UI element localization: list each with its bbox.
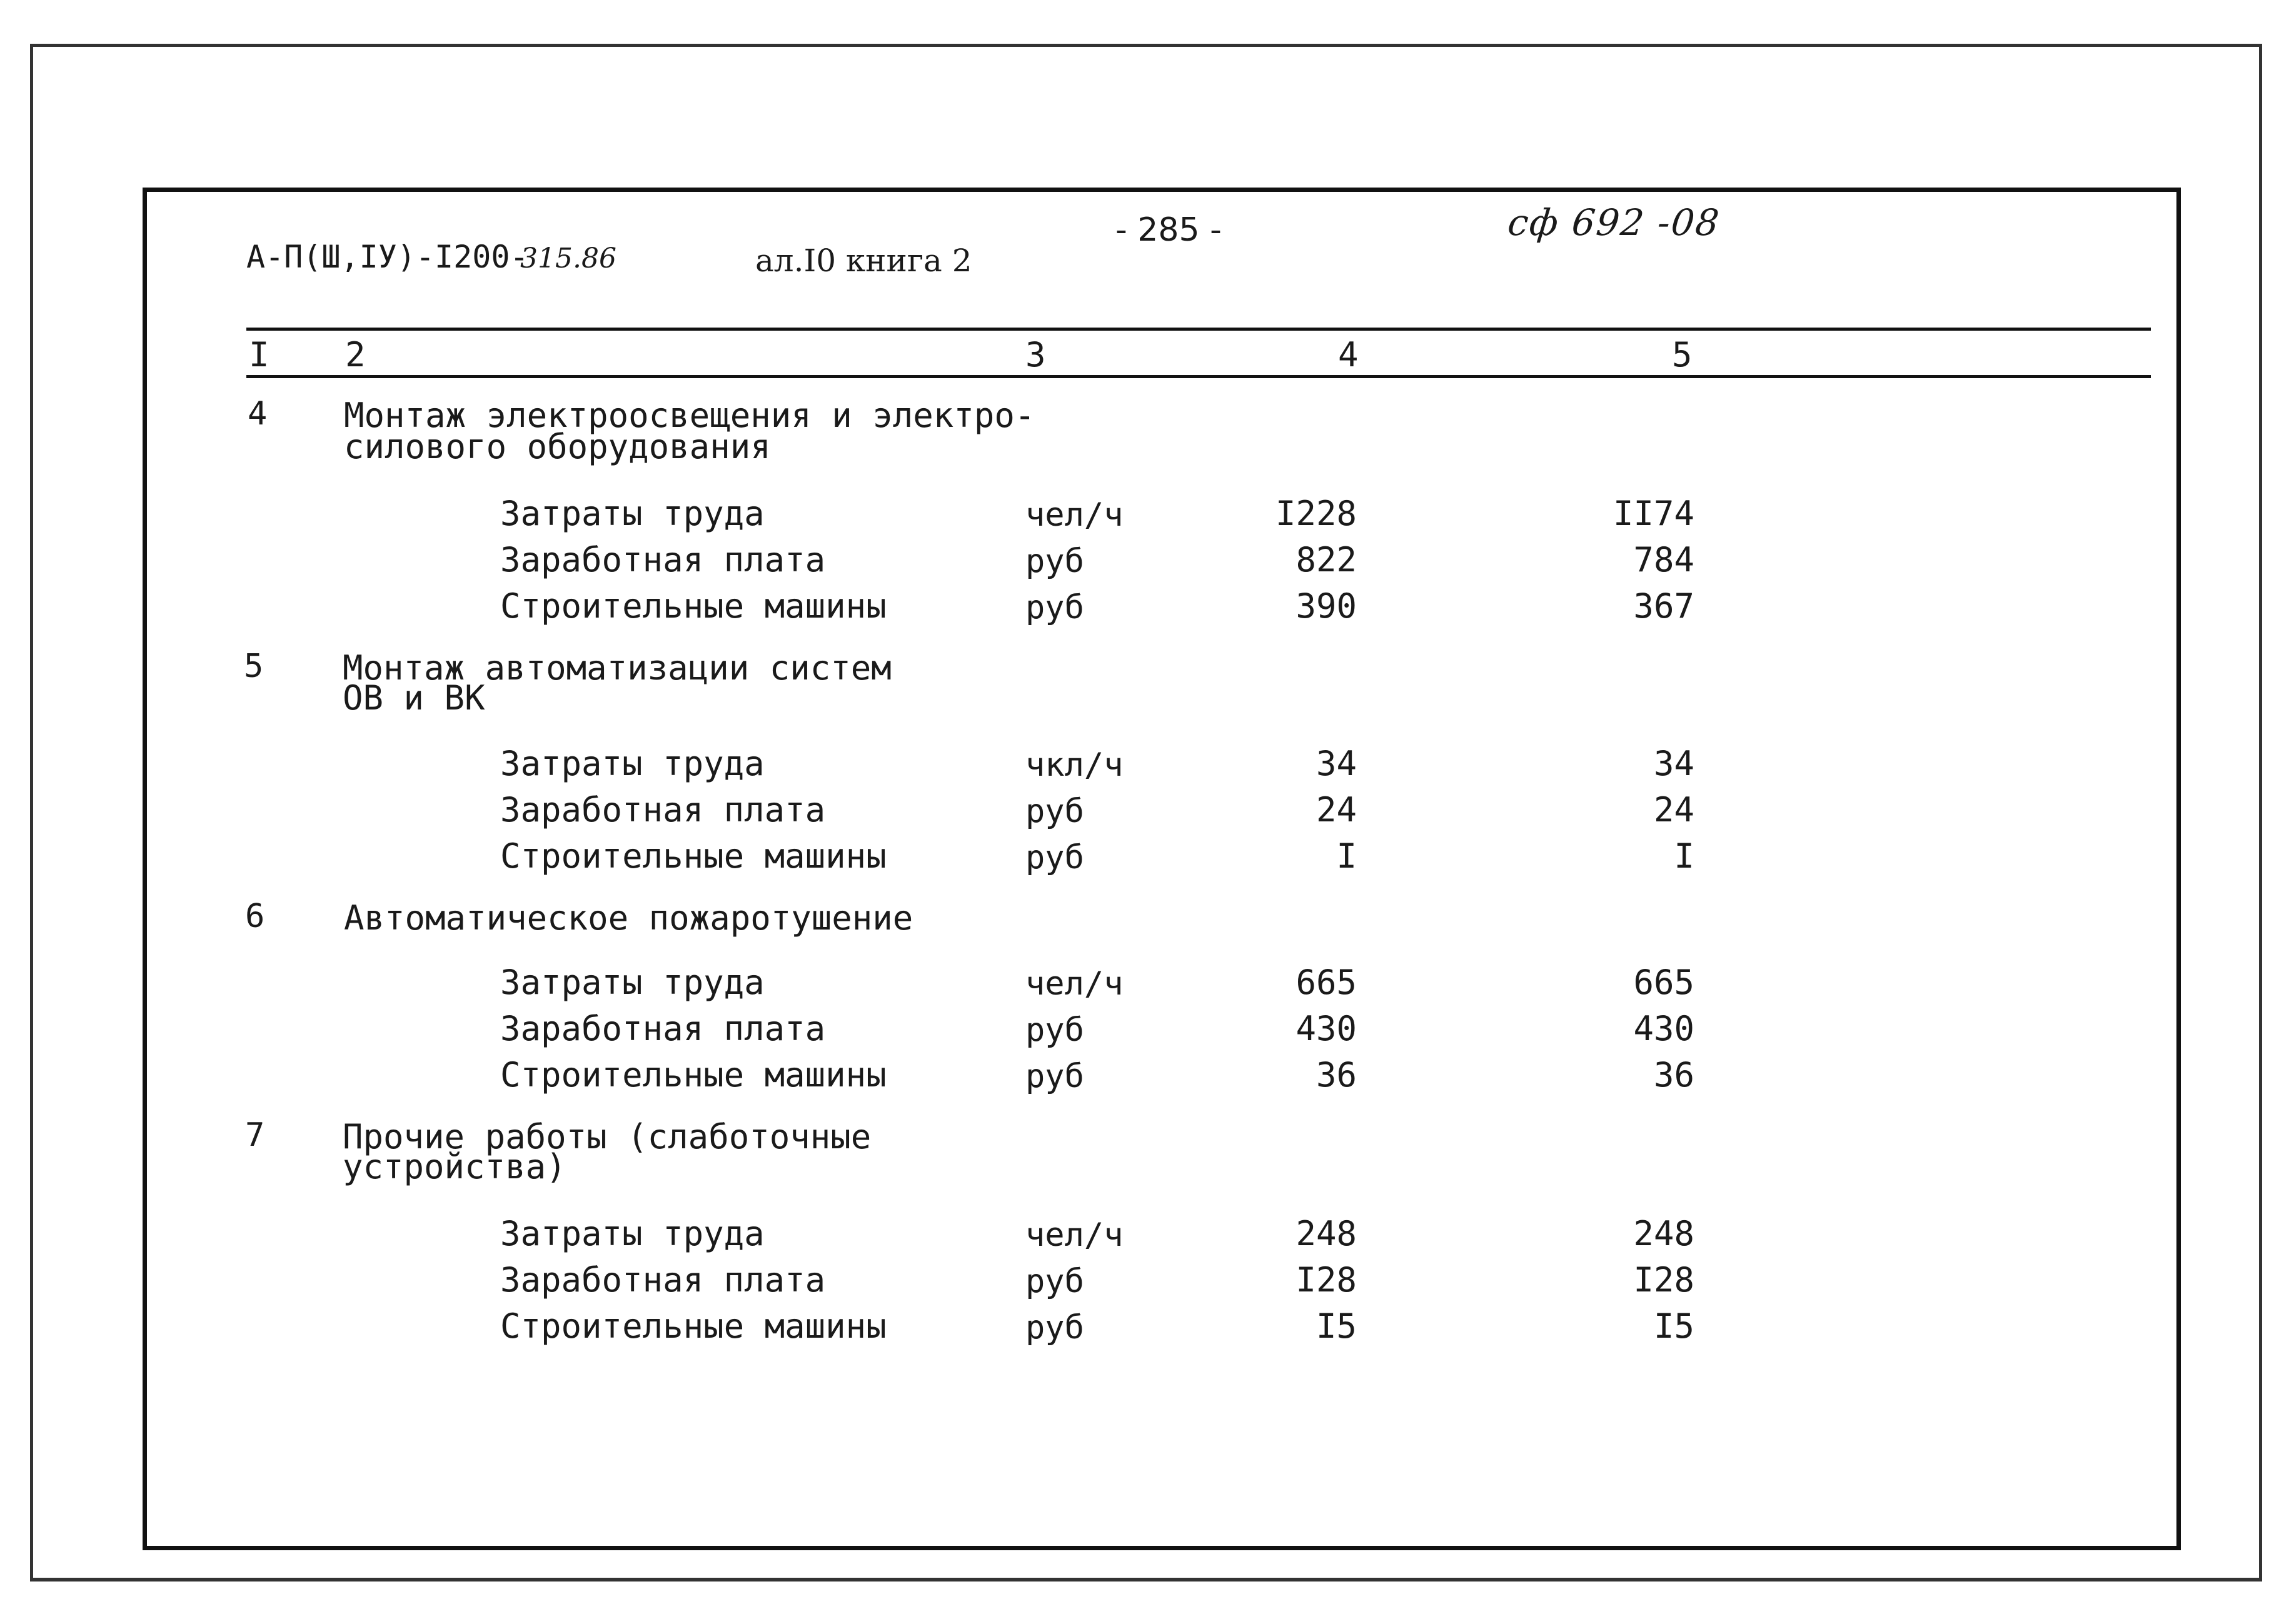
row-value-col5: I28 bbox=[1633, 1260, 1694, 1300]
row-value-col4: I bbox=[1336, 836, 1357, 876]
row-label: Заработная плата bbox=[500, 540, 826, 579]
row-unit: чел/ч bbox=[1025, 1216, 1124, 1254]
row-value-col4: 665 bbox=[1295, 963, 1357, 1002]
row-value-col5: I5 bbox=[1653, 1306, 1694, 1346]
section-title-line: Монтаж электроосвещения и электро- bbox=[344, 396, 1035, 435]
row-value-col5: 665 bbox=[1633, 963, 1694, 1002]
row-value-col4: 822 bbox=[1295, 540, 1357, 579]
row-value-col4: 24 bbox=[1316, 790, 1357, 830]
table-top-rule bbox=[246, 328, 2151, 331]
row-unit: руб bbox=[1025, 1263, 1084, 1300]
section-title-line: ОВ и ВК bbox=[343, 678, 485, 718]
doc-code: А-П(Ш,IУ)-I200- bbox=[246, 239, 529, 275]
column-number-5: 5 bbox=[1672, 335, 1693, 374]
row-unit: руб bbox=[1025, 543, 1084, 580]
section-title-line: силового оборудования bbox=[344, 427, 771, 466]
column-number-1: I bbox=[249, 335, 269, 374]
section-title-line: Прочие работы (слаботочные bbox=[343, 1117, 872, 1156]
section-number: 5 bbox=[244, 648, 264, 685]
doc-code-handwritten: 315.86 bbox=[520, 243, 616, 274]
row-value-col4: I228 bbox=[1275, 494, 1357, 533]
column-number-2: 2 bbox=[345, 335, 366, 374]
column-number-4: 4 bbox=[1338, 335, 1359, 374]
row-value-col5: 784 bbox=[1633, 540, 1694, 579]
row-value-col5: I bbox=[1674, 836, 1694, 876]
row-value-col4: I5 bbox=[1316, 1306, 1357, 1346]
column-number-3: 3 bbox=[1025, 335, 1046, 374]
row-value-col4: 248 bbox=[1295, 1214, 1357, 1253]
row-unit: чел/ч bbox=[1025, 496, 1124, 534]
row-label: Заработная плата bbox=[500, 1009, 826, 1048]
row-label: Затраты труда bbox=[500, 1214, 765, 1253]
row-value-col5: 34 bbox=[1653, 744, 1694, 783]
row-value-col5: 36 bbox=[1653, 1055, 1694, 1095]
section-title-line: Автоматическое пожаротушение bbox=[344, 898, 913, 938]
row-label: Строительные машины bbox=[500, 586, 887, 626]
album-label: ал.I0 книга 2 bbox=[755, 243, 972, 279]
row-value-col4: 390 bbox=[1295, 586, 1357, 626]
row-unit: руб bbox=[1025, 839, 1084, 876]
row-value-col4: I28 bbox=[1295, 1260, 1357, 1300]
row-value-col4: 36 bbox=[1316, 1055, 1357, 1095]
row-unit: руб bbox=[1025, 793, 1084, 830]
section-number: 7 bbox=[245, 1116, 265, 1154]
row-value-col4: 430 bbox=[1295, 1009, 1357, 1048]
row-value-col5: 367 bbox=[1633, 586, 1694, 626]
table-header-rule bbox=[246, 375, 2151, 378]
section-title-line: устройства) bbox=[343, 1147, 566, 1186]
row-label: Затраты труда bbox=[500, 494, 765, 533]
archive-stamp: сф 692 -08 bbox=[1506, 201, 1723, 244]
row-unit: руб bbox=[1025, 1058, 1084, 1095]
row-value-col5: 430 bbox=[1633, 1009, 1694, 1048]
inner-frame bbox=[143, 188, 2181, 1550]
row-value-col5: II74 bbox=[1612, 494, 1694, 533]
row-label: Заработная плата bbox=[500, 1260, 826, 1300]
section-title-line: Монтаж автоматизации систем bbox=[343, 648, 892, 688]
row-unit: руб bbox=[1025, 589, 1084, 626]
row-value-col5: 248 bbox=[1633, 1214, 1694, 1253]
row-unit: чел/ч bbox=[1025, 965, 1124, 1003]
row-unit: руб bbox=[1025, 1011, 1084, 1049]
section-number: 4 bbox=[248, 395, 268, 433]
row-label: Строительные машины bbox=[500, 1055, 887, 1095]
row-label: Затраты труда bbox=[500, 744, 765, 783]
row-label: Строительные машины bbox=[500, 836, 887, 876]
row-value-col5: 24 bbox=[1653, 790, 1694, 830]
section-number: 6 bbox=[245, 898, 265, 935]
row-label: Строительные машины bbox=[500, 1306, 887, 1346]
page-number: - 285 - bbox=[1115, 211, 1222, 249]
row-value-col4: 34 bbox=[1316, 744, 1357, 783]
row-unit: руб bbox=[1025, 1309, 1084, 1346]
row-label: Заработная плата bbox=[500, 790, 826, 830]
row-label: Затраты труда bbox=[500, 963, 765, 1002]
row-unit: чкл/ч bbox=[1025, 746, 1124, 784]
